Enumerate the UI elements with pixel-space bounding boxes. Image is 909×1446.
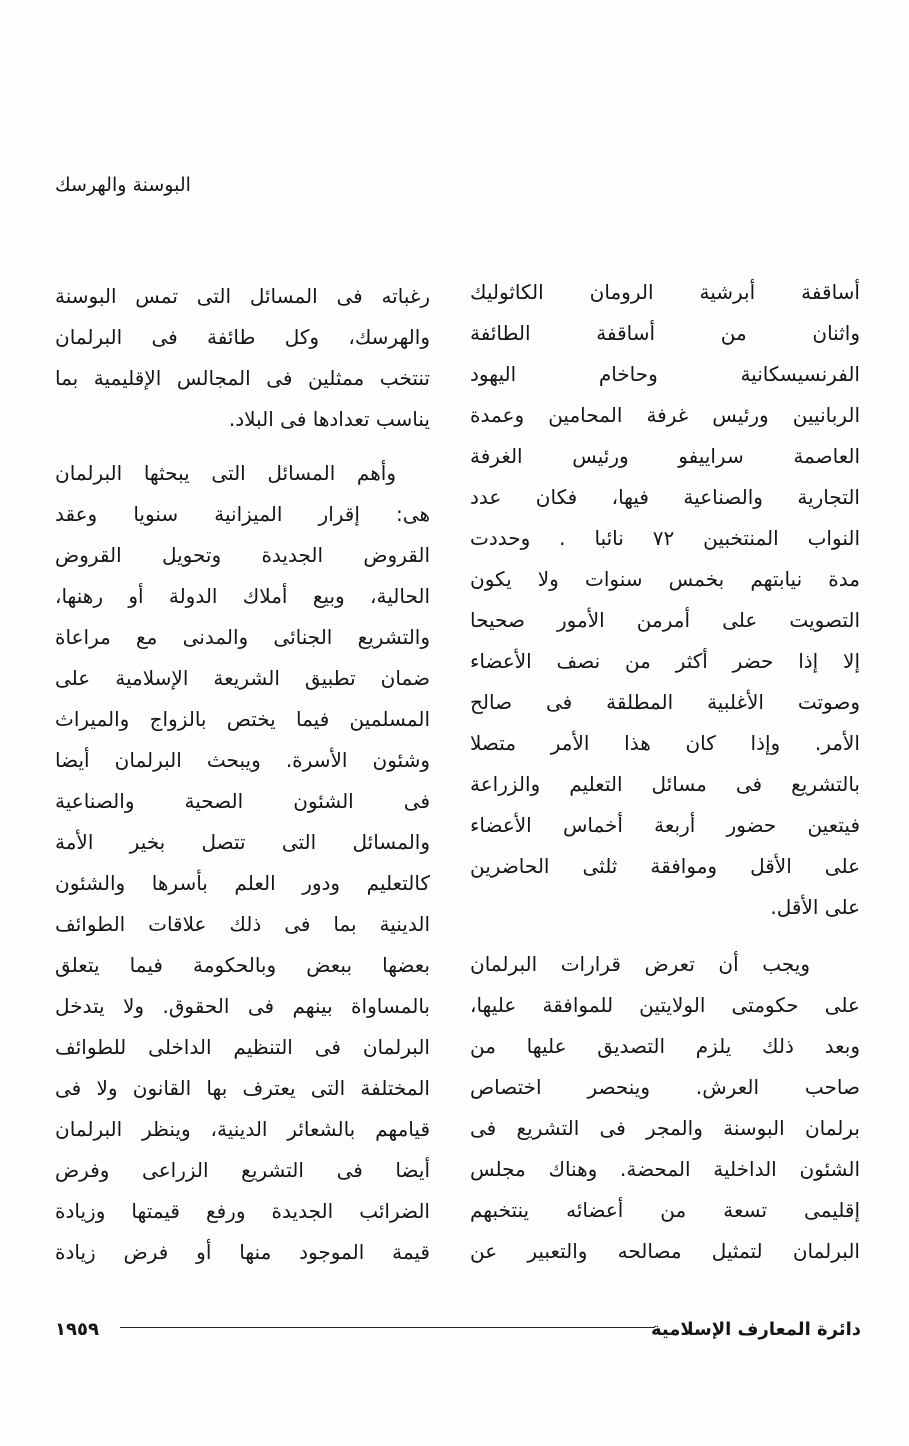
text-line: كالتعليم ودور العلم بأسرها والشئون xyxy=(55,871,430,895)
text-line: على الأقل. xyxy=(770,895,860,919)
text-line: أساقفة أبرشية الرومان الكاثوليك xyxy=(470,280,860,304)
text-line: ويجب أن تعرض قرارات البرلمان xyxy=(470,952,810,976)
text-line: والمسائل التى تتصل بخير الأمة xyxy=(55,830,430,854)
text-line: الضرائب الجديدة ورفع قيمتها وزيادة xyxy=(55,1199,430,1223)
paragraph xyxy=(470,272,860,928)
text-line: قيامهم بالشعائر الدينية، وينظر البرلمان xyxy=(55,1117,430,1141)
text-line: برلمان البوسنة والمجر فى التشريع فى xyxy=(470,1116,860,1140)
text-line: واثنان من أساقفة الطائفة xyxy=(470,321,860,345)
text-line: الدينية بما فى ذلك علاقات الطوائف xyxy=(55,912,430,936)
paragraph xyxy=(55,453,430,1273)
paragraph xyxy=(470,944,860,1272)
footer-rule xyxy=(120,1327,655,1328)
text-line: التجارية والصناعية فيها، فكان عدد xyxy=(470,485,860,509)
text-line: الفرنسيسكانية وحاخام اليهود xyxy=(470,362,860,386)
text-line: الأمر. وإذا كان هذا الأمر متصلا xyxy=(470,731,860,755)
text-line: أيضا فى التشريع الزراعى وفرض xyxy=(55,1158,430,1182)
text-line: التصويت على أمرمن الأمور صحيحا xyxy=(470,608,860,632)
text-line: رغباته فى المسائل التى تمس البوسنة xyxy=(55,284,430,308)
text-line: بعضها ببعض وبالحكومة فيما يتعلق xyxy=(55,953,430,977)
text-line: هى: إقرار الميزانية سنويا وعقد xyxy=(55,502,430,526)
text-line: المسلمين فيما يختص بالزواج والميراث xyxy=(55,707,430,731)
text-line: وبعد ذلك يلزم التصديق عليها من xyxy=(470,1034,860,1058)
text-line: على الأقل وموافقة ثلثى الحاضرين xyxy=(470,854,860,878)
text-line: مدة نيابتهم بخمس سنوات ولا يكون xyxy=(470,567,860,591)
text-line: إلا إذا حضر أكثر من نصف الأعضاء xyxy=(470,649,860,673)
text-line: القروض الجديدة وتحويل القروض xyxy=(55,543,430,567)
text-line: إقليمى تسعة من أعضائه ينتخبهم xyxy=(470,1198,860,1222)
text-line: تنتخب ممثلين فى المجالس الإقليمية بما xyxy=(55,366,430,390)
text-line: وشئون الأسرة. ويبحث البرلمان أيضا xyxy=(55,748,430,772)
footer-title: دائرة المعارف الإسلامية xyxy=(650,1319,861,1340)
text-line: قيمة الموجود منها أو فرض زيادة xyxy=(55,1240,430,1264)
text-line: والتشريع الجنائى والمدنى مع مراعاة xyxy=(55,625,430,649)
text-line: البرلمان فى التنظيم الداخلى للطوائف xyxy=(55,1035,430,1059)
running-header: البوسنة والهرسك xyxy=(55,174,191,196)
text-line: الحالية، وبيع أملاك الدولة أو رهنها، xyxy=(55,584,430,608)
page-number: ١٩٥٩ xyxy=(55,1319,99,1340)
text-line: البرلمان لتمثيل مصالحه والتعبير عن xyxy=(470,1239,860,1263)
text-line: صاحب العرش. وينحصر اختصاص xyxy=(470,1075,860,1099)
text-line: العاصمة سراييفو ورئيس الغرفة xyxy=(470,444,860,468)
text-line: على حكومتى الولايتين للموافقة عليها، xyxy=(470,993,860,1017)
right-column xyxy=(470,272,860,1272)
text-line: الشئون الداخلية المحضة. وهناك مجلس xyxy=(470,1157,860,1181)
text-line: فيتعين حضور أربعة أخماس الأعضاء xyxy=(470,813,860,837)
text-line: يناسب تعدادها فى البلاد. xyxy=(228,407,430,431)
text-line: فى الشئون الصحية والصناعية xyxy=(55,789,430,813)
paragraph xyxy=(55,276,430,440)
left-column xyxy=(55,276,430,1273)
text-line: النواب المنتخبين ٧٢ نائبا . وحددت xyxy=(470,526,860,550)
text-line: بالتشريع فى مسائل التعليم والزراعة xyxy=(470,772,860,796)
text-line: وصوتت الأغلبية المطلقة فى صالح xyxy=(470,690,860,714)
text-line: الربانيين ورئيس غرفة المحامين وعمدة xyxy=(470,403,860,427)
text-line: ضمان تطبيق الشريعة الإسلامية على xyxy=(55,666,430,690)
text-line: المختلفة التى يعترف بها القانون ولا فى xyxy=(55,1076,430,1100)
text-line: بالمساواة بينهم فى الحقوق. ولا يتدخل xyxy=(55,994,430,1018)
text-line: وأهم المسائل التى يبحثها البرلمان xyxy=(55,461,396,485)
text-line: والهرسك، وكل طائفة فى البرلمان xyxy=(55,325,430,349)
